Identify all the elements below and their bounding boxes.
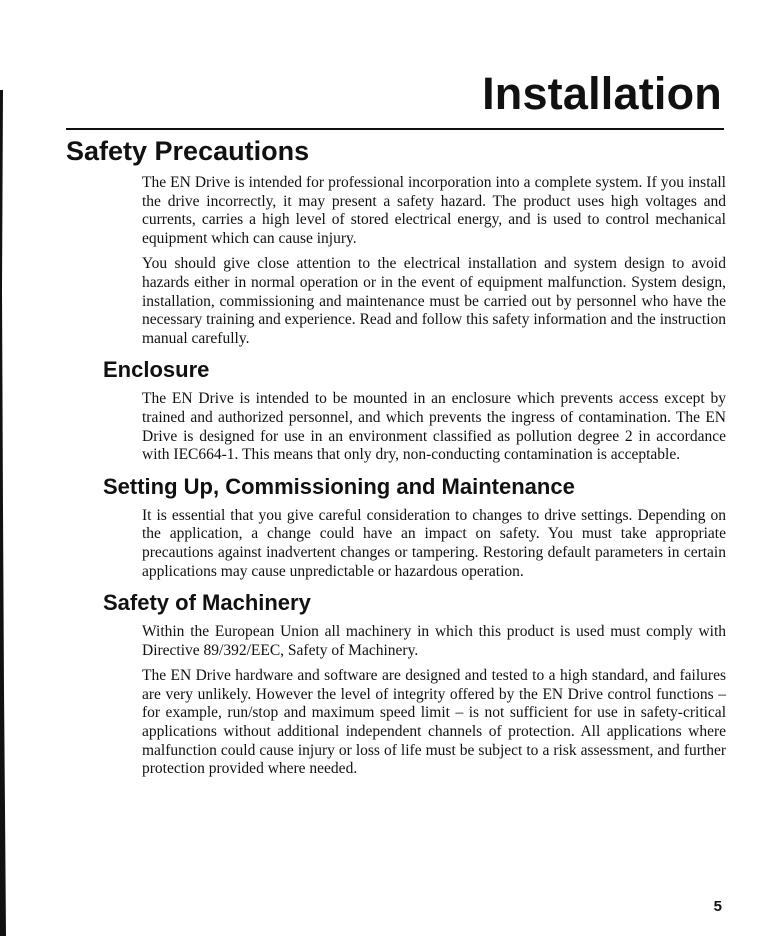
paragraph-safety-intro: The EN Drive is intended for professional incorporation into a complete system. If you install the drive incorrectly, it may present a safety hazard. The product uses high voltages and currents, carries a high level of stored electrical energy, and is used to control mechanical equipment which can cause injury. — [142, 174, 726, 247]
paragraph-machinery-directive: Within the European Union all machinery in which this product is used must comply with Directive 89/392/EEC, Safety of Machinery. — [142, 623, 726, 659]
heading-enclosure: Enclosure — [103, 357, 210, 383]
chapter-title: Installation — [482, 68, 722, 119]
paragraph-setting-up: It is essential that you give careful consideration to changes to drive settings. Depending on the application, a change could have an impact on safety. You must take appropriate precautions against inadvertent changes or tampering. Restoring default parameters in certain applications may cause unpredictable or hazardous operation. — [142, 506, 726, 580]
paragraph-machinery-integrity: The EN Drive hardware and software are designed and tested to a high standard, and failures are very unlikely. However the level of integrity offered by the EN Drive control functions – for example, run/stop and maximum speed limit – is not sufficient for use in safety-critical applications without additional independent channels of protection. All applications where malfunction could cause injury or loss of life must be subject to a risk assessment, and further protection provided where needed. — [142, 667, 726, 778]
heading-setting-up: Setting Up, Commissioning and Maintenance — [103, 473, 575, 499]
paragraph-safety-design: You should give close attention to the electrical installation and system design to avoid hazards either in normal operation or in the event of equipment malfunction. System design, installation, commissioning and maintenance must be carried out by personnel who have the necessary training and experience. Read and follow this safety information and the instruction manual carefully. — [142, 255, 726, 347]
heading-safety-of-machinery: Safety of Machinery — [103, 590, 311, 616]
title-rule — [66, 128, 724, 130]
heading-safety-precautions: Safety Precautions — [66, 136, 310, 166]
paragraph-enclosure: The EN Drive is intended to be mounted in an enclosure which prevents access except by trained and authorized personnel, and which prevents the ingress of contamination. The EN Drive is designed for use in an environment classified as pollution degree 2 in accordance with IEC664-1. This means that only dry, non-conducting contamination is acceptable. — [142, 390, 726, 464]
page-body — [66, 134, 726, 786]
page-number: 5 — [713, 898, 722, 915]
scan-edge-shadow — [0, 90, 6, 936]
